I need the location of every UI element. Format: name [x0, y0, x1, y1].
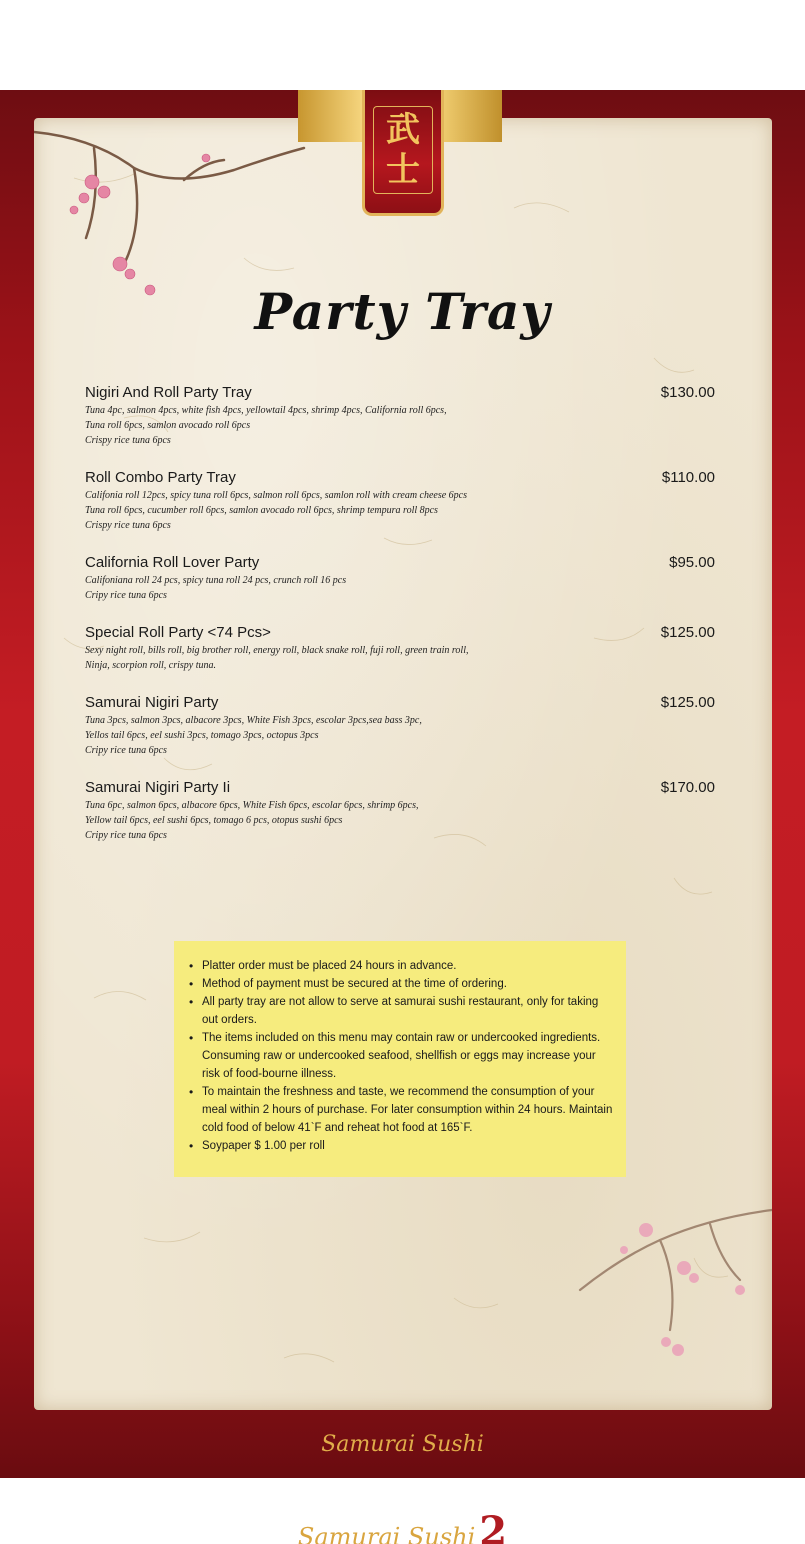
item-name: California Roll Lover Party [85, 554, 260, 571]
item-price: $125.00 [660, 624, 715, 641]
desc-line: Califoniana roll 24 pcs, spicy tuna roll 24 pcs, crunch roll 16 pcs [85, 575, 347, 586]
emblem-char-top: 武 [386, 110, 420, 150]
item-name: Samurai Nigiri Party Ii [85, 779, 231, 796]
menu-item [85, 624, 715, 673]
desc-line: Tuna 4pc, salmon 4pcs, white fish 4pcs, yellowtail 4pcs, shrimp 4pcs, California roll 6pcs, [85, 405, 447, 416]
desc-line: Sexy night roll, bills roll, big brother roll, energy roll, black snake roll, fuji roll, green train roll, [85, 645, 469, 656]
notice-list [188, 957, 614, 1155]
cherry-blossom-branch-bottom [470, 1200, 772, 1380]
desc-line: Tuna roll 6pcs, samlon avocado roll 6pcs [85, 420, 251, 431]
desc-line: Tuna roll 6pcs, cucumber roll 6pcs, samlon avocado roll 6pcs, shrimp tempura roll 8pcs [85, 505, 438, 516]
desc-line: Cripy rice tuna 6pcs [85, 745, 167, 756]
notice-item: • Platter order must be placed 24 hours in advance. [188, 957, 614, 975]
item-description [85, 643, 715, 673]
samurai-emblem [362, 90, 444, 216]
item-name: Roll Combo Party Tray [85, 469, 236, 486]
desc-line: Tuna 3pcs, salmon 3pcs, albacore 3pcs, White Fish 3pcs, escolar 3pcs,sea bass 3pc, [85, 715, 422, 726]
item-description [85, 488, 715, 533]
item-name: Samurai Nigiri Party [85, 694, 219, 711]
desc-line: Califonia roll 12pcs, spicy tuna roll 6pcs, salmon roll 6pcs, samlon roll with cream cheese 6pcs [85, 490, 468, 501]
footer-brand-logo [0, 1508, 805, 1544]
frame-brand-logo: Samurai Sushi [321, 1432, 484, 1457]
notice-item: • All party tray are not allow to serve at samurai sushi restaurant, only for taking out orders. [188, 993, 614, 1029]
desc-line: Cripy rice tuna 6pcs [85, 590, 167, 601]
desc-line: Crispy rice tuna 6pcs [85, 435, 171, 446]
item-price: $110.00 [661, 469, 715, 486]
item-description [85, 798, 715, 843]
desc-line: Crispy rice tuna 6pcs [85, 520, 171, 531]
emblem-char-bottom: 士 [386, 150, 420, 190]
item-description [85, 713, 715, 758]
emblem-plaque [373, 106, 433, 194]
menu-item [85, 469, 715, 533]
footer-brand-text: Samurai Sushi [297, 1523, 476, 1544]
item-price: $130.00 [660, 384, 715, 401]
item-name: Special Roll Party <74 Pcs> [85, 624, 271, 641]
item-name: Nigiri And Roll Party Tray [85, 384, 252, 401]
item-description [85, 403, 715, 448]
footer-brand-number: 2 [479, 1508, 508, 1544]
menu-item [85, 779, 715, 843]
notice-item: • Soypaper $ 1.00 per roll [188, 1137, 614, 1155]
desc-line: Yellos tail 6pcs, eel sushi 3pcs, tomago 3pcs, octopus 3pcs [85, 730, 319, 741]
notice-item: • The items included on this menu may contain raw or undercooked ingredients. Consuming raw or undercooked seafood, shellfish or eggs may increase your risk of food-bourne illness. [188, 1029, 614, 1083]
desc-line: Yellow tail 6pcs, eel sushi 6pcs, tomago 6 pcs, otopus sushi 6pcs [85, 815, 343, 826]
item-description [85, 573, 715, 603]
menu-item [85, 694, 715, 758]
page-title: Party Tray [254, 282, 551, 341]
item-price: $125.00 [660, 694, 715, 711]
item-price: $95.00 [669, 554, 715, 571]
menu-item [85, 384, 715, 448]
notice-item: • Method of payment must be secured at the time of ordering. [188, 975, 614, 993]
order-notice-box [174, 941, 626, 1177]
desc-line: Tuna 6pc, salmon 6pcs, albacore 6pcs, White Fish 6pcs, escolar 6pcs, shrimp 6pcs, [85, 800, 419, 811]
notice-item: • To maintain the freshness and taste, we recommend the consumption of your meal within 2 hours of purchase. For later consumption within 24 hours. Maintain cold food of below 41`F and reheat hot food at 165`F. [188, 1083, 614, 1137]
menu-item [85, 554, 715, 603]
desc-line: Cripy rice tuna 6pcs [85, 830, 167, 841]
desc-line: Ninja, scorpion roll, crispy tuna. [85, 660, 217, 671]
item-price: $170.00 [660, 779, 715, 796]
